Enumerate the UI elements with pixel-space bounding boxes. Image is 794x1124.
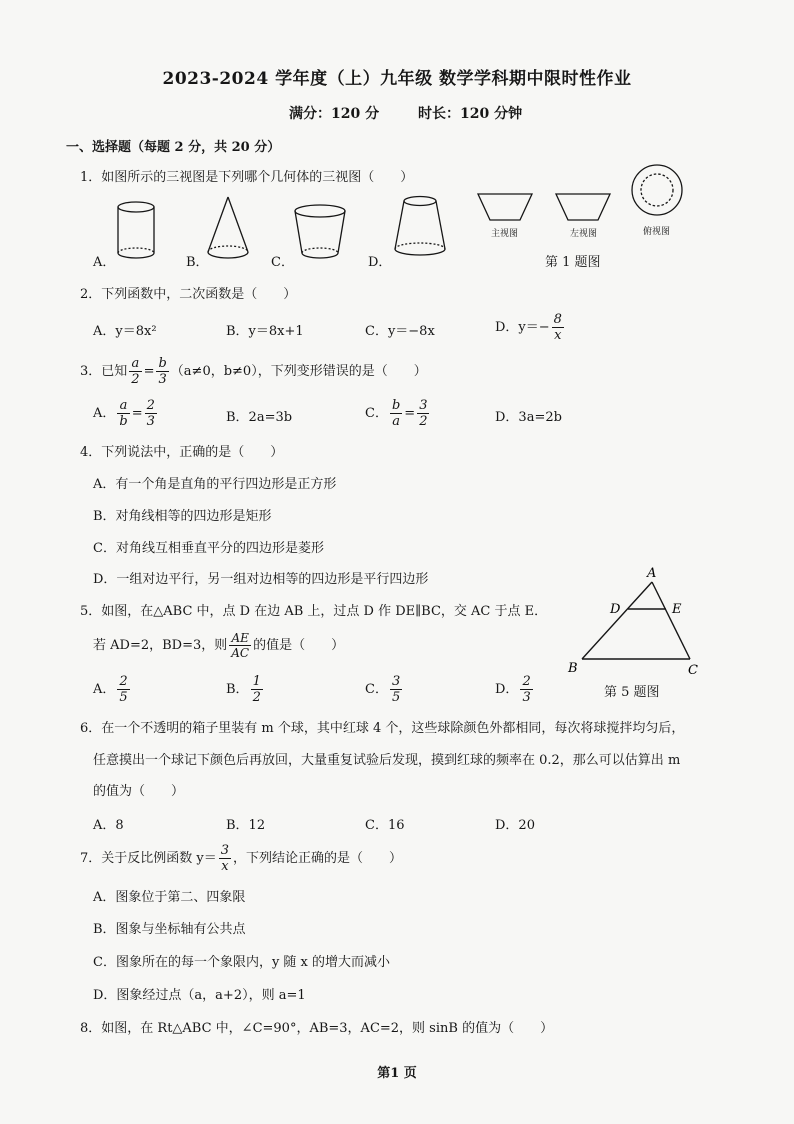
label-c: C	[688, 663, 698, 678]
q6-option-b[interactable]: B．12	[226, 818, 266, 833]
q1-stem: 1．如图所示的三视图是下列哪个几何体的三视图（ ）	[80, 170, 414, 185]
exam-title: 2023-2024 学年度（上）九年级 数学学科期中限时性作业	[162, 69, 632, 89]
q6-line1: 6．在一个不透明的箱子里装有 m 个球，其中红球 4 个，这些球除颜色外都相同，每次将球搅拌均匀后，	[80, 721, 685, 736]
q1-option-a[interactable]: A．	[93, 255, 116, 270]
q4-option-a[interactable]: A．有一个角是直角的平行四边形是正方形	[93, 477, 337, 492]
q3-option-b[interactable]: B．2a=3b	[226, 410, 293, 425]
q7-option-d[interactable]: D．图象经过点（a，a+2），则 a=1	[93, 988, 306, 1003]
q4-option-b[interactable]: B．对角线相等的四边形是矩形	[93, 509, 272, 524]
q5-line2: 若 AD=2，BD=3，则 $\frac{AE}{AC}$ 的值是（ ）	[93, 631, 345, 660]
label-b: B	[568, 661, 578, 676]
q2-option-a[interactable]: A．y＝8x²	[93, 324, 157, 339]
q6-line3: 的值为（ ）	[93, 784, 185, 799]
q3-option-d[interactable]: D．3a=2b	[495, 410, 562, 425]
duration: 时长：120 分钟	[418, 106, 523, 122]
q1-option-b[interactable]: B．	[186, 255, 209, 270]
q7-option-a[interactable]: A．图象位于第二、四象限	[93, 890, 246, 905]
q6-option-a[interactable]: A．8	[93, 818, 124, 833]
q4-stem: 4．下列说法中，正确的是（ ）	[80, 445, 284, 460]
q5-option-d[interactable]: D． $\frac{2}{3}$	[495, 674, 531, 705]
q8-stem: 8．如图，在 Rt△ABC 中，∠C=90°，AB=3，AC=2，则 sinB 的值为（ ）	[80, 1021, 554, 1036]
q3-option-a[interactable]: A． $\frac{a}{b}$ = $\frac{2}{3}$	[93, 398, 155, 429]
q6-line2: 任意摸出一个球记下颜色后再放回，大量重复试验后发现，摸到红球的频率在 0.2，那么可以估算出 m	[93, 753, 681, 768]
label-d: D	[610, 602, 621, 617]
q2-stem: 2．下列函数中，二次函数是（ ）	[80, 287, 297, 302]
page-number: 第1 页	[377, 1066, 417, 1081]
q2-option-d[interactable]: D．y＝− $\frac{8}{x}$	[495, 312, 562, 343]
q3-option-c[interactable]: C． $\frac{b}{a}$ = $\frac{3}{2}$	[365, 398, 428, 429]
q4-option-c[interactable]: C．对角线互相垂直平分的四边形是菱形	[93, 541, 324, 556]
label-e: E	[672, 602, 682, 617]
q5-line1: 5．如图，在△ABC 中，点 D 在边 AB 上，过点 D 作 DE∥BC，交 AC 于点 E．	[80, 604, 548, 619]
side-ac	[652, 582, 690, 659]
q1-option-d[interactable]: D．	[368, 255, 392, 270]
side-view-label: 左视图	[570, 229, 598, 239]
q1-option-c[interactable]: C．	[271, 255, 294, 270]
q2-option-c[interactable]: C．y＝−8x	[365, 324, 435, 339]
full-marks: 满分：120 分	[289, 106, 380, 122]
section-heading: 一、选择题（每题 2 分，共 20 分）	[66, 140, 281, 155]
q1-caption: 第 1 题图	[545, 255, 601, 270]
q7-stem: 7．关于反比例函数 y＝ $\frac{3}{x}$ ，下列结论正确的是（ ）	[80, 843, 403, 874]
q7-option-c[interactable]: C．图象所在的每一个象限内，y 随 x 的增大而减小	[93, 955, 391, 970]
front-view-label: 主视图	[491, 229, 519, 239]
q6-option-d[interactable]: D．20	[495, 818, 535, 833]
q5-option-c[interactable]: C． $\frac{3}{5}$	[365, 674, 401, 705]
q6-option-c[interactable]: C．16	[365, 818, 405, 833]
q3-stem: 3．已知 $\frac{a}{2}$ = $\frac{b}{3}$ （a≠0，b≠0），下列变形错误的是（ ）	[80, 356, 427, 387]
q4-option-d[interactable]: D．一组对边平行，另一组对边相等的四边形是平行四边形	[93, 572, 429, 587]
q5-caption: 第 5 题图	[604, 685, 660, 700]
q5-option-b[interactable]: B． $\frac{1}{2}$	[226, 674, 261, 705]
side-ab	[582, 582, 652, 659]
top-view-label: 俯视图	[643, 227, 671, 237]
q2-option-b[interactable]: B．y＝8x+1	[226, 324, 304, 339]
q5-option-a[interactable]: A． $\frac{2}{5}$	[93, 674, 128, 705]
label-a: A	[647, 566, 657, 581]
q7-option-b[interactable]: B．图象与坐标轴有公共点	[93, 922, 246, 937]
